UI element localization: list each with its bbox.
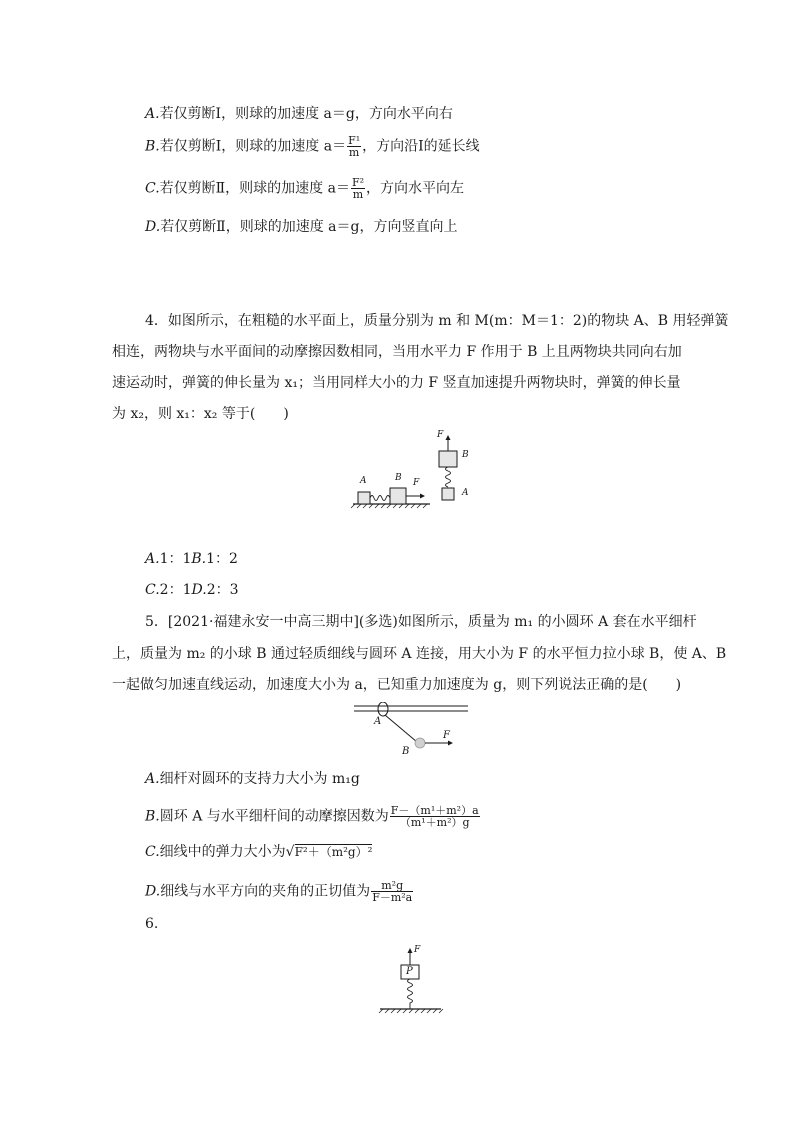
option-text: 若仅剪断Ⅱ，则球的加速度 a＝g，方向竖直向上 [160,219,458,235]
spring-horizontal [370,496,390,501]
q4-figure-svg [350,430,480,510]
option-text: 细线中的弹力大小为 [159,844,286,860]
label-f: F [414,945,421,955]
q5-figure [350,702,475,762]
ball-b [415,738,425,748]
block-a-vertical [442,488,454,500]
q3-option-b [145,135,480,158]
q3-option-a [145,105,453,123]
q5-stem-line3: 一起做匀加速直线运动，加速度大小为 a，已知重力加速度为 g，则下列说法正确的是( ) [112,677,682,693]
sqrt-symbol: √ [285,844,295,860]
ground-hatching [351,504,427,508]
option-text: 细线与水平方向的夹角的正切值为 [160,883,371,900]
option-letter: B. [191,551,207,567]
label-b-vertical: B [462,450,469,460]
option-letter: A. [145,106,160,122]
q5-figure-svg [350,702,475,762]
label-f: F [443,730,450,741]
fraction-numerator: F² [351,176,365,189]
q4-stem-line1: 4．如图所示，在粗糙的水平面上，质量分别为 m 和 M(m：M＝1：2)的物块 A、B 用轻弹簧 [145,313,729,329]
q5-stem-line2: 上，质量为 m₂ 的小球 B 通过轻质细线与圆环 A 连接，用大小为 F 的水平恒力拉小球 B，使 A、B [112,646,727,662]
label-b-horizontal: B [395,473,402,483]
block-b-vertical [439,451,457,467]
fraction-numerator: m²g [381,879,404,892]
option-letter: C. [145,582,160,598]
option-letter: A. [145,551,160,567]
option-text: 若仅剪断Ⅱ，则球的加速度 a＝ [159,180,350,197]
force-arrowhead-horizontal [420,494,425,499]
fraction [390,805,480,828]
force-arrowhead [448,741,453,746]
q4-stem-line2: 相连，两物块与水平面间的动摩擦因数相同，当用水平力 F 作用于 B 上且两物块共同向右加 [112,344,682,360]
label-a-horizontal: A [360,476,367,486]
spring-vertical [446,467,451,487]
option-letter: C. [145,844,160,860]
fraction [351,177,365,200]
option-text: 2：3 [206,582,239,598]
q5-option-c [145,843,372,861]
q4-options-row1 [145,550,238,568]
ring-a [378,702,388,716]
force-arrowhead [408,948,413,953]
q4-stem-line4: 为 x₂，则 x₁：x₂ 等于( ) [112,406,289,422]
label-f-horizontal: F [413,478,420,488]
option-text: 1：1 [159,551,192,567]
q4-stem-line3: 速运动时，弹簧的伸长量为 x₁；当用同样大小的力 F 竖直加速提升两物块时，弹簧的伸长量 [112,375,681,391]
option-text: 1：2 [206,551,238,567]
fraction-denominator: （m¹＋m²）g [390,816,480,828]
label-a-vertical: A [462,488,469,498]
q3-option-c [145,177,464,200]
q5-stem-line1: 5．[2021·福建永安一中高三期中](多选)如图所示，质量为 m₁ 的小圆环 A 套在水平细杆 [145,614,697,630]
option-letter: D. [145,883,161,900]
label-p: P [406,966,413,977]
force-arrowhead-vertical [446,435,451,440]
block-b-horizontal [390,488,406,504]
option-text: 2：1 [159,582,192,598]
option-text: 细杆对圆环的支持力大小为 m₁g [159,771,360,787]
fraction-denominator: F－m²a [372,891,413,904]
q6-figure-svg [375,945,445,1015]
option-text: 若仅剪断Ⅰ，则球的加速度 a＝ [159,138,347,155]
fraction [347,135,361,158]
q4-options-row2 [145,581,239,599]
q3-option-d [145,218,457,236]
sqrt-radicand: F²＋（m²g）² [294,845,373,859]
fraction [371,880,413,903]
q5-option-a [145,770,360,788]
q6-number: 6. [145,916,159,932]
fraction-numerator: F¹ [348,134,361,147]
q5-option-d [145,880,414,903]
label-f-vertical: F [437,430,444,440]
option-letter: D. [145,219,161,235]
option-text: 圆环 A 与水平细杆间的动摩擦因数为 [159,808,389,825]
spring [408,979,413,1009]
q6-figure [375,945,445,1015]
option-letter: C. [145,180,160,197]
string [385,715,417,742]
block-a-horizontal [358,492,370,504]
option-letter: A. [145,771,160,787]
option-text: 若仅剪断Ⅰ，则球的加速度 a＝g，方向水平向右 [159,106,453,122]
option-text: ，方向水平向左 [366,180,465,197]
label-a: A [374,716,382,727]
fraction-denominator: m [348,146,360,159]
fraction-numerator: F－（m¹＋m²）a [390,804,479,817]
option-letter: B. [145,808,160,825]
q5-option-b [145,805,481,828]
option-text: ，方向沿Ⅰ的延长线 [362,138,480,155]
label-b: B [402,746,410,757]
option-letter: D. [191,582,207,598]
q4-figure [350,430,480,510]
option-letter: B. [145,138,160,155]
fraction-denominator: m [352,188,364,201]
